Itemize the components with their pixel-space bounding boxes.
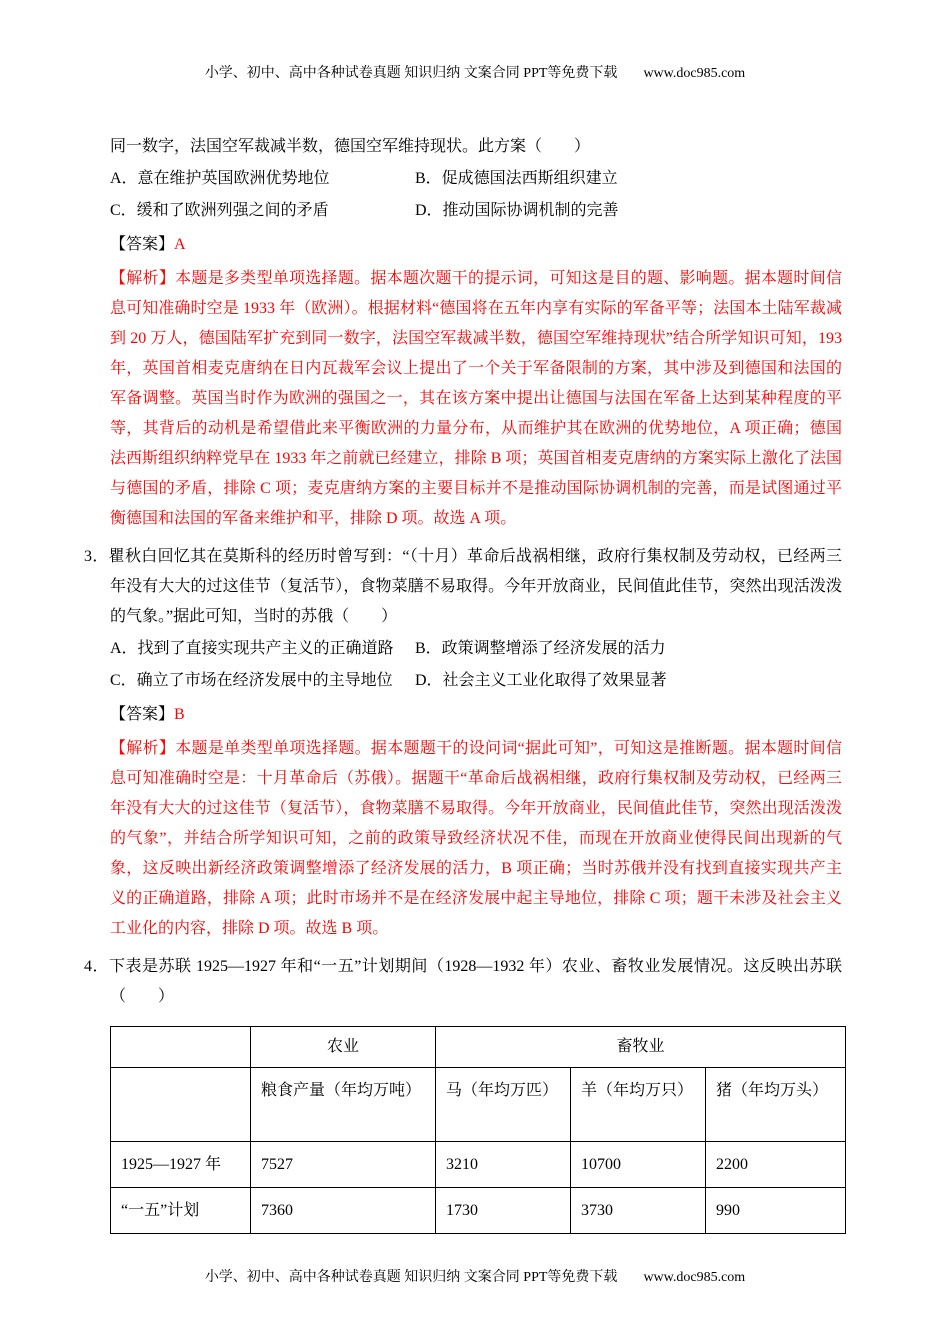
q3-answer-value: B bbox=[174, 706, 185, 723]
q3-analysis-label: 【解析】 bbox=[110, 740, 176, 757]
q3-answer-line bbox=[110, 700, 842, 730]
cell-pigs-plan: 990 bbox=[706, 1188, 846, 1234]
cell-horses-plan: 1730 bbox=[436, 1188, 571, 1234]
q2-answer-label: 【答案】 bbox=[110, 236, 175, 253]
group-header-agriculture: 农业 bbox=[251, 1027, 436, 1068]
cell-grain-1925: 7527 bbox=[251, 1142, 436, 1188]
q3-analysis-text: 本题是单类型单项选择题。据本题题干的设问词“据此可知”，可知这是推断题。据本题时间信息可知准确时空是：十月革命后（苏俄）。据题干“革命后战祸相继，政府行集权制及劳动权，已经两三年没有大大的过这佳节（复活节），食物菜膳不易取得。今年开放商业，民间值此佳节，突然出现活泼泼的气象”，并结合所学知识可知，之前的政策导致经济状况不佳，而现在开放商业使得民间出现新的气象，这反映出新经济政策调整增添了经济发展的活力，B 项正确；当时苏俄并没有找到直接实现共产主义的正确道路，排除 A 项；此时市场并不是在经济发展中起主导地位，排除 C 项；题干未涉及社会主义工业化的内容，排除 D 项。故选 B 项。 bbox=[110, 740, 842, 937]
q3-option-d: D．社会主义工业化取得了效果显著 bbox=[415, 672, 667, 689]
q4-stem bbox=[84, 952, 842, 1012]
table-column-header-row bbox=[111, 1068, 846, 1142]
q4-number: 4． bbox=[84, 958, 110, 975]
q2-analysis bbox=[110, 264, 842, 534]
q2-stem-continuation: 同一数字，法国空军裁减半数，德国空军维持现状。此方案（ ） bbox=[110, 138, 591, 155]
document-content bbox=[0, 84, 950, 1234]
page-footer bbox=[0, 1268, 950, 1344]
col-header-horses: 马（年均万匹） bbox=[436, 1068, 571, 1142]
q3-stem-text: 瞿秋白回忆其在莫斯科的经历时曾写到：“（十月）革命后战祸相继，政府行集权制及劳动权，已经两三年没有大大的过这佳节（复活节），食物菜膳不易取得。今年开放商业，民间值此佳节，突然出现活泼泼的气象。”据此可知，当时的苏俄（ ） bbox=[108, 548, 842, 625]
q2-option-a: A．意在维护英国欧洲优势地位 bbox=[110, 170, 330, 187]
header-site-url: www.doc985.com bbox=[643, 66, 746, 81]
footer-site-url: www.doc985.com bbox=[643, 1270, 746, 1285]
q2-option-b: B．促成德国法西斯组织建立 bbox=[415, 170, 618, 187]
table-corner-cell-top bbox=[111, 1027, 251, 1068]
cell-horses-1925: 3210 bbox=[436, 1142, 571, 1188]
row-label-1925-1927: 1925—1927 年 bbox=[111, 1142, 251, 1188]
row-label-first-five-year-plan: “一五”计划 bbox=[111, 1188, 251, 1234]
q2-options-row-cd bbox=[110, 196, 842, 226]
table-row-first-five-year-plan bbox=[111, 1188, 846, 1234]
q2-analysis-text: 本题是多类型单项选择题。据本题次题干的提示词，可知这是目的题、影响题。据本题时间信息可知准确时空是 1933 年（欧洲）。根据材料“德国将在五年内享有实际的军备平等；法国本土陆军裁减到 20 万人，德国陆军扩充到同一数字，法国空军裁减半数，德国空军维持现状”结合所学知识可知，193 年，英国首相麦克唐纳在日内瓦裁军会议上提出了一个关于军备限制的方案，其中涉及到德国和法国的军备调整。英国当时作为欧洲的强国之一，其在该方案中提出让德国与法国在军备上达到某种程度的平等，其背后的动机是希望借此来平衡欧洲的力量分布，从而维护其在欧洲的优势地位，A 项正确；德国法西斯组织纳粹党早在 1933 年之前就已经建立，排除 B 项；英国首相麦克唐纳的方案实际上激化了法国与德国的矛盾，排除 C 项；麦克唐纳方案的主要目标并不是推动国际协调机制的完善，而是试图通过平衡德国和法国的军备来维护和平，排除 D 项。故选 A 项。 bbox=[110, 270, 842, 527]
q3-answer-label: 【答案】 bbox=[110, 706, 175, 723]
q2-answer-line bbox=[110, 230, 842, 260]
soviet-agriculture-table bbox=[110, 1026, 846, 1234]
group-header-livestock: 畜牧业 bbox=[436, 1027, 846, 1068]
col-header-sheep: 羊（年均万只） bbox=[571, 1068, 706, 1142]
q2-options-row-ab bbox=[110, 164, 842, 194]
q3-option-c: C．确立了市场在经济发展中的主导地位 bbox=[110, 672, 393, 689]
col-header-grain-output: 粮食产量（年均万吨） bbox=[251, 1068, 436, 1142]
q3-analysis bbox=[110, 734, 842, 944]
page-header bbox=[0, 0, 950, 84]
col-header-pigs: 猪（年均万头） bbox=[706, 1068, 846, 1142]
table-corner-cell-bottom bbox=[111, 1068, 251, 1142]
cell-sheep-plan: 3730 bbox=[571, 1188, 706, 1234]
table-row-1925-1927 bbox=[111, 1142, 846, 1188]
footer-site-text: 小学、初中、高中各种试卷真题 知识归纳 文案合同 PPT等免费下载 bbox=[204, 1270, 618, 1285]
q2-option-c: C．缓和了欧洲列强之间的矛盾 bbox=[110, 202, 329, 219]
q2-option-d: D．推动国际协调机制的完善 bbox=[415, 202, 619, 219]
header-site-text: 小学、初中、高中各种试卷真题 知识归纳 文案合同 PPT等免费下载 bbox=[204, 66, 618, 81]
q3-options-row-ab bbox=[110, 634, 842, 664]
cell-pigs-1925: 2200 bbox=[706, 1142, 846, 1188]
q3-option-a: A．找到了直接实现共产主义的正确道路 bbox=[110, 640, 394, 657]
q3-options-row-cd bbox=[110, 666, 842, 696]
q4-stem-text: 下表是苏联 1925—1927 年和“一五”计划期间（1928—1932 年）农业、畜牧业发展情况。这反映出苏联（ ） bbox=[109, 958, 842, 1005]
q3-stem bbox=[84, 542, 842, 632]
q2-answer-value: A bbox=[174, 236, 186, 253]
cell-sheep-1925: 10700 bbox=[571, 1142, 706, 1188]
q3-option-b: B．政策调整增添了经济发展的活力 bbox=[415, 640, 666, 657]
table-group-header-row bbox=[111, 1027, 846, 1068]
q3-number: 3． bbox=[84, 548, 109, 565]
cell-grain-plan: 7360 bbox=[251, 1188, 436, 1234]
q2-analysis-label: 【解析】 bbox=[110, 270, 176, 287]
